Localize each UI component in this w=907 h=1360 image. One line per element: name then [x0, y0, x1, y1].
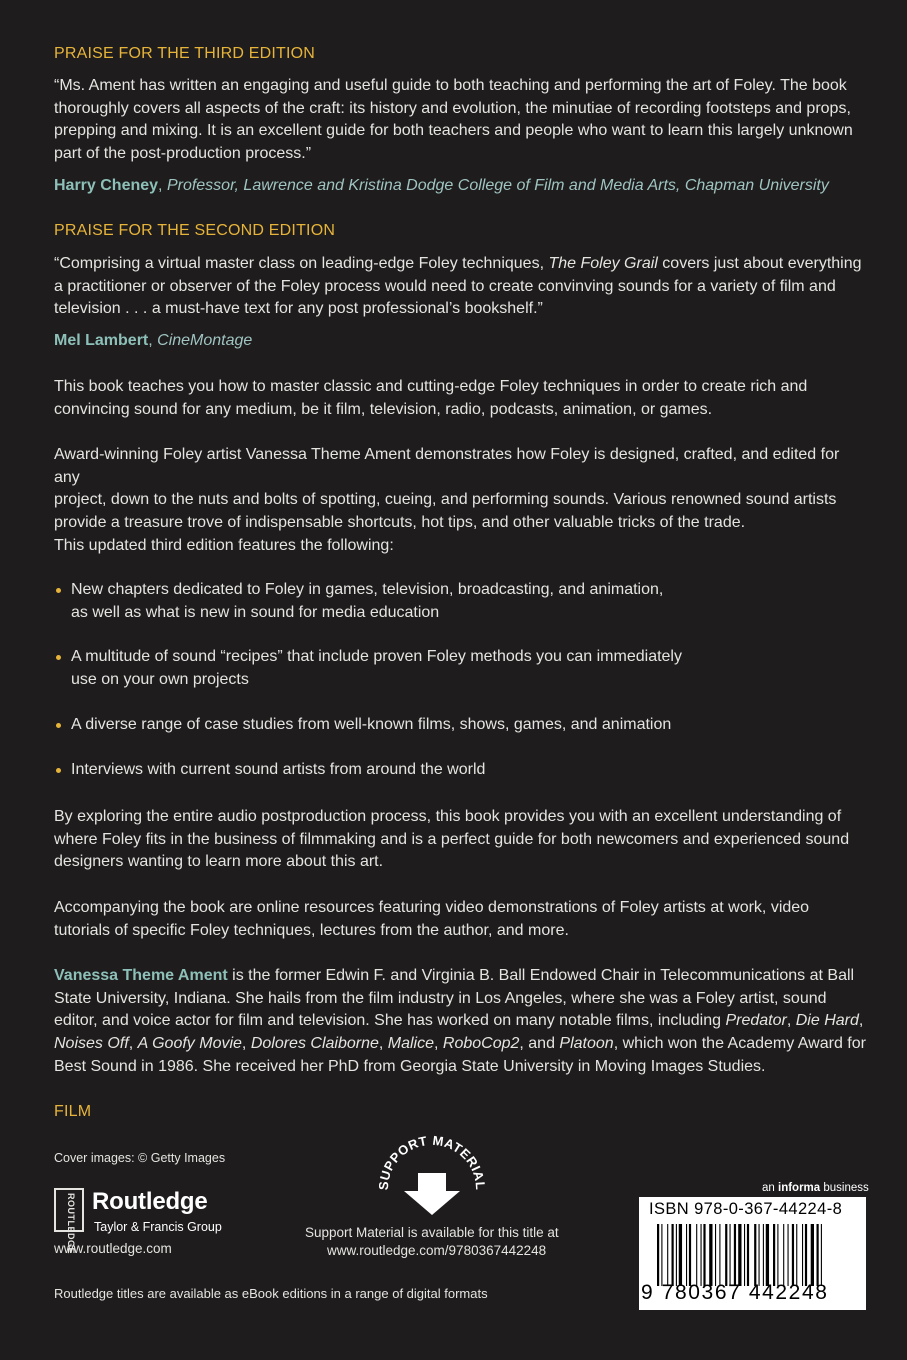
routledge-mark-icon: ROUTLEDGE: [54, 1188, 84, 1232]
resources-paragraph: Accompanying the book are online resources featuring video demonstrations of Foley artists at work, video tutorials of specific Foley techniques, lectures from the author, and more.: [54, 899, 810, 939]
quote-line: “Ms. Ament has written an engaging and useful guide to both teaching and performing the art of Foley. The book: [54, 77, 847, 94]
list-item: New chapters dedicated to Foley in games, television, broadcasting, and animation, as well as what is new in sound for media education: [54, 579, 754, 624]
list-item: A multitude of sound “recipes” that include proven Foley methods you can immediately use on your own projects: [54, 646, 754, 691]
publisher-group: Taylor & Francis Group: [94, 1220, 222, 1234]
author-name: Vanessa Theme Ament: [54, 967, 228, 984]
cover-credit: Cover images: © Getty Images: [54, 1151, 226, 1165]
quote-line: a practitioner or observer of the Foley process would need to create convinving sounds for a variety of film and: [54, 277, 836, 295]
intro-paragraph: This book teaches you how to master classic and cutting-edge Foley techniques in order to create rich and convincing sound for any medium, be it film, television, radio, podcasts, animation, or games.: [54, 378, 808, 418]
reviewer-affiliation: CineMontage: [157, 332, 253, 349]
publisher-website: www.routledge.com: [54, 1241, 172, 1256]
praise-heading-third: PRAISE FOR THE THIRD EDITION: [54, 45, 316, 62]
award-paragraph: Award-winning Foley artist Vanessa Theme Ament demonstrates how Foley is designed, crafted, and edited for any project, down to the nuts and bolts of spotting, cueing, and performing sounds. Various renowned sound artists provide a treasure trove of indispensable shortcuts, hot tips, and other valuable tricks of the trade.: [54, 446, 840, 532]
badge-text: SUPPORT MATERIAL: [376, 1133, 488, 1191]
reviewer-affiliation: Professor, Lawrence and Kristina Dodge College of Film and Media Arts, Chapman University: [166, 177, 829, 194]
isbn-digits: 9 780367 442248: [641, 1281, 829, 1304]
list-item: Interviews with current sound artists from around the world: [54, 759, 754, 782]
features-intro: This updated third edition features the following:: [54, 537, 394, 554]
support-line-1: Support Material is available for this title at: [305, 1225, 559, 1240]
quote-line: part of the post-production process.”: [54, 145, 312, 163]
barcode-icon: [657, 1224, 857, 1286]
book-title: The Foley Grail: [548, 255, 658, 272]
praise-heading-second: PRAISE FOR THE SECOND EDITION: [54, 222, 336, 239]
reviewer-name: Mel Lambert: [54, 332, 149, 349]
praise-attribution-second: Mel Lambert, CineMontage: [54, 332, 253, 349]
praise-quote-third: [54, 75, 866, 166]
ebook-note: Routledge titles are available as eBook editions in a range of digital formats: [54, 1286, 488, 1301]
quote-line: prepping and mixing. It is an excellent guide for both teachers and people who want to learn this largely unknown: [54, 122, 853, 140]
praise-quote-second: [54, 253, 866, 321]
support-url: www.routledge.com/9780367442248: [327, 1243, 547, 1258]
quote-line: thoroughly covers all aspects of the craft: its history and evolution, the minutiae of recording footsteps and props,: [54, 99, 851, 117]
author-bio: Vanessa Theme Ament is the former Edwin F. and Virginia B. Ball Endowed Chair in Telecommunications at Ball State University, Indiana. She hails from the film industry in Los Angeles, where she was a Foley artist, sound editor, and voice actor for film and television. She has worked on many notable films, including Predator, Die Hard, Noises Off, A Goofy Movie, Dolores Claiborne, Malice, RoboCop2, and Platoon, which won the Academy Award for Best Sound in 1986. She received her PhD from Georgia State University in Moving Images Studies.: [54, 967, 866, 1075]
reviewer-name: Harry Cheney: [54, 177, 159, 194]
isbn-barcode-box: [639, 1197, 866, 1310]
explore-paragraph: By exploring the entire audio postproduction process, this book provides you with an excellent understanding of where Foley fits in the business of filmmaking and is a perfect guide for both newcomers and experienced sound designers wanting to learn more about this art.: [54, 808, 850, 871]
informa-tagline: an informa business: [762, 1182, 869, 1194]
quote-line: “Comprising a virtual master class on leading-edge Foley techniques, The Foley Grail covers just about everything: [54, 255, 862, 272]
category-label: FILM: [54, 1103, 92, 1120]
isbn-label: ISBN 978-0-367-44224-8: [649, 1200, 843, 1218]
praise-attribution-third: Harry Cheney, Professor, Lawrence and Kristina Dodge College of Film and Media Arts, Chapman University: [54, 177, 829, 194]
quote-line: television . . . a must-have text for any post professional’s bookshelf.”: [54, 300, 543, 318]
support-material-badge-icon: [376, 1133, 488, 1219]
list-item: A diverse range of case studies from well-known films, shows, games, and animation: [54, 714, 754, 737]
features-list: [54, 579, 754, 781]
publisher-name: Routledge: [92, 1188, 208, 1215]
